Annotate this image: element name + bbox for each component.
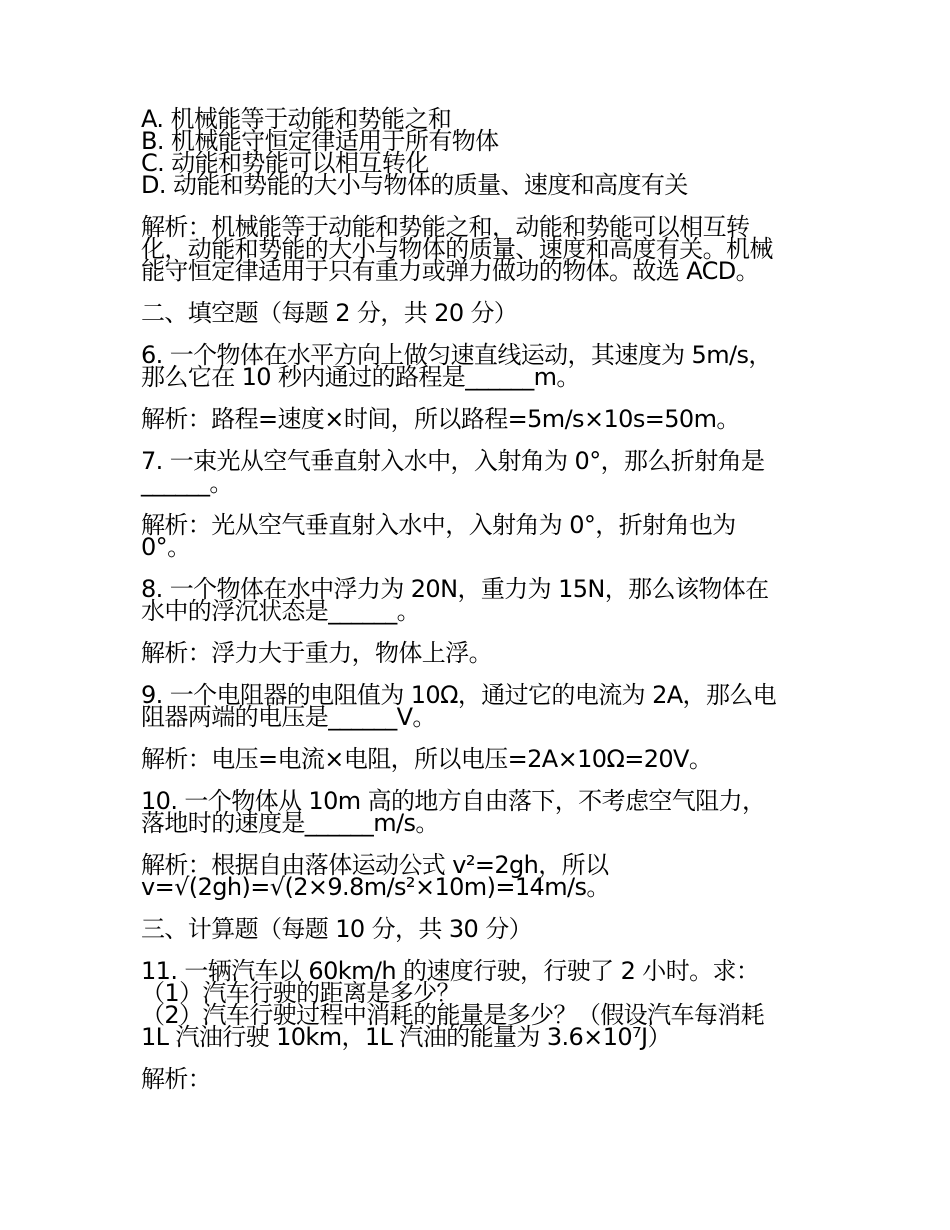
option-c: C. 动能和势能可以相互转化 bbox=[141, 149, 429, 177]
q10-analysis: 解析：根据自由落体运动公式 v²=2gh，所以 v=√(2gh)=√(2×9.8m/s²×10m)=14m/s。 bbox=[141, 851, 610, 901]
question-9 bbox=[141, 681, 813, 731]
q5-analysis-line: 化，动能和势能的大小与物体的质量、速度和高度有关。机械 bbox=[141, 235, 773, 263]
question-text: 6. 一个物体在水平方向上做匀速直线运动，其速度为 5m/s， bbox=[141, 341, 772, 369]
question-8 bbox=[141, 575, 813, 625]
q11-analysis: 解析： bbox=[141, 1065, 212, 1093]
q6-analysis: 解析：路程=速度×时间，所以路程=5m/s×10s=50m。 bbox=[141, 405, 740, 433]
question-text: 落地时的速度是______m/s。 bbox=[141, 809, 439, 837]
question-text: 水中的浮沉状态是______。 bbox=[141, 597, 420, 625]
option-d: D. 动能和势能的大小与物体的质量、速度和高度有关 bbox=[141, 171, 688, 199]
q7-analysis: 解析：光从空气垂直射入水中，入射角为 0°，折射角也为 0°。 bbox=[141, 511, 736, 561]
q5-analysis-line: 能守恒定律适用于只有重力或弹力做功的物体。故选 ACD。 bbox=[141, 257, 760, 285]
question-10 bbox=[141, 787, 813, 837]
q5-analysis bbox=[141, 213, 813, 285]
question-6 bbox=[141, 341, 813, 391]
question-text: 阻器两端的电压是______V。 bbox=[141, 703, 436, 731]
question-text: 8. 一个物体在水中浮力为 20N，重力为 15N，那么该物体在 bbox=[141, 575, 769, 603]
question-text: 1L 汽油行驶 10km，1L 汽油的能量为 3.6×10⁷J） bbox=[141, 1023, 671, 1051]
q5-analysis-line: 解析：机械能等于动能和势能之和，动能和势能可以相互转 bbox=[141, 213, 750, 241]
question-text: ______。 bbox=[141, 469, 233, 497]
question-text: 那么它在 10 秒内通过的路程是______m。 bbox=[141, 363, 580, 391]
question-text: 9. 一个电阻器的电阻值为 10Ω，通过它的电流为 2A，那么电 bbox=[141, 681, 777, 709]
answer-options bbox=[141, 105, 813, 199]
section-title-calculation: 三、计算题（每题 10 分，共 30 分） bbox=[141, 915, 532, 943]
section-title-fill-blank: 二、填空题（每题 2 分，共 20 分） bbox=[141, 299, 518, 327]
question-11 bbox=[141, 957, 813, 1051]
q8-analysis: 解析：浮力大于重力，物体上浮。 bbox=[141, 639, 492, 667]
question-subpart: （1）汽车行驶的距离是多少？ bbox=[141, 979, 460, 1007]
option-b: B. 机械能守恒定律适用于所有物体 bbox=[141, 127, 499, 155]
option-a: A. 机械能等于动能和势能之和 bbox=[141, 105, 452, 133]
document-page bbox=[141, 105, 813, 1093]
q9-analysis: 解析：电压=电流×电阻，所以电压=2A×10Ω=20V。 bbox=[141, 745, 713, 773]
question-subpart: （2）汽车行驶过程中消耗的能量是多少？（假设汽车每消耗 bbox=[141, 1001, 765, 1029]
question-text: 10. 一个物体从 10m 高的地方自由落下，不考虑空气阻力， bbox=[141, 787, 766, 815]
question-7 bbox=[141, 447, 813, 497]
question-text: 7. 一束光从空气垂直射入水中，入射角为 0°，那么折射角是 bbox=[141, 447, 765, 475]
question-text: 11. 一辆汽车以 60km/h 的速度行驶，行驶了 2 小时。求： bbox=[141, 957, 760, 985]
